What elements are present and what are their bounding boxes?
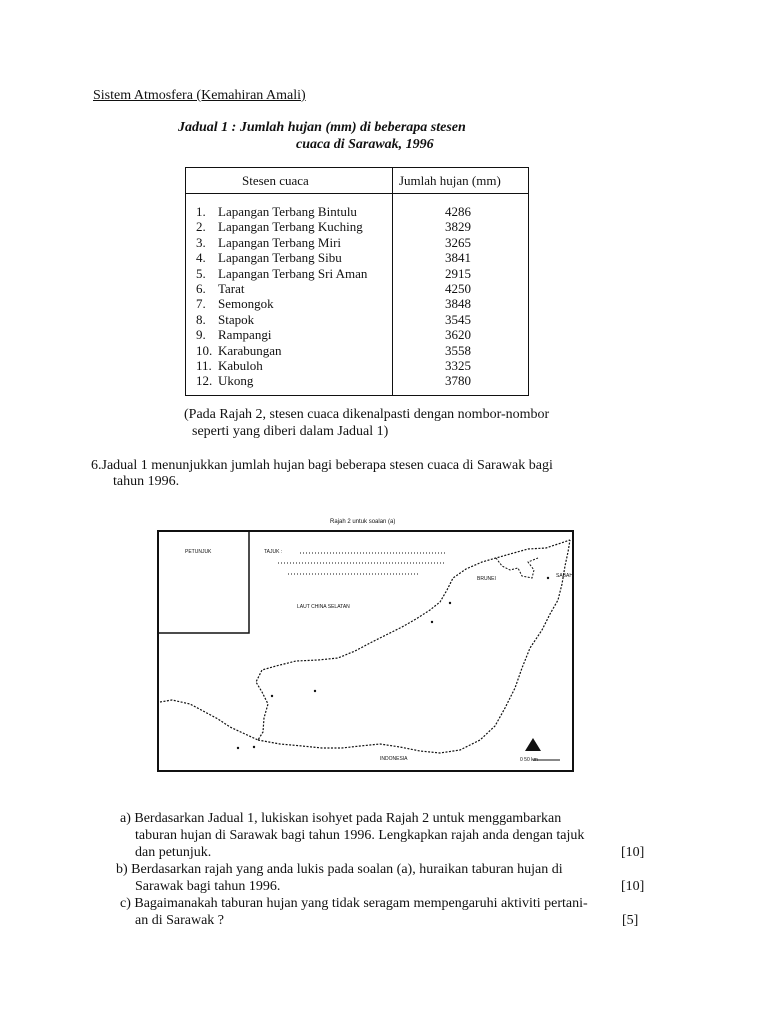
station-dot [271,695,273,697]
question-c-marks: [5] [622,913,639,928]
station-dot [449,602,451,604]
table-row [186,373,528,389]
station-name: Karabungan [218,342,282,358]
rainfall-value: 2915 [445,265,471,281]
question6-line2: tahun 1996. [113,474,180,489]
page-heading: Sistem Atmosfera (Kemahiran Amali) [93,88,306,103]
station-dot [314,690,316,692]
row-number: 8. [196,311,206,327]
rainfall-value: 3829 [445,219,471,235]
southern-border [258,540,570,753]
sabah-label: SABAH [556,573,573,579]
row-number: 9. [196,327,206,343]
row-number: 10. [196,342,213,358]
table-header-divider [186,193,528,194]
question-c-line1: c) Bagaimanakah taburan hujan yang tidak seragam mempengaruhi aktiviti pertani- [120,896,588,911]
table-row [186,358,528,374]
row-number: 5. [196,265,206,281]
row-number: 1. [196,204,206,219]
scale-label: 0 50 km [520,757,538,763]
row-number: 6. [196,281,206,296]
question-a-line1: a) Berdasarkan Jadual 1, lukiskan isohyet pada Rajah 2 untuk menggambarkan [120,811,562,826]
table-row [186,266,528,282]
station-name: Ukong [218,373,254,389]
note-line2: seperti yang diberi dalam Jadual 1) [192,424,389,439]
row-number: 11. [196,358,212,373]
question-b-marks: [10] [621,879,645,894]
table-row [186,281,528,297]
table-row [186,312,528,328]
rainfall-table [185,167,529,396]
table-row [186,204,528,220]
rainfall-value: 3841 [445,250,471,266]
question-a-line3: dan petunjuk. [135,845,212,860]
row-number: 7. [196,296,206,312]
row-number: 2. [196,219,206,235]
rainfall-value: 3545 [445,311,471,327]
station-name: Lapangan Terbang Bintulu [218,204,357,219]
rainfall-value: 3325 [445,358,471,373]
station-name: Tarat [218,281,245,296]
legend-box [158,531,249,633]
map-title-label: TAJUK : [264,549,283,555]
table-row [186,327,528,343]
question-a-marks: [10] [621,845,645,860]
map-frame [158,531,573,771]
station-name: Lapangan Terbang Kuching [218,219,363,235]
table-row [186,235,528,251]
station-name: Lapangan Terbang Sibu [218,250,342,266]
north-arrow-icon [525,738,541,751]
station-dot [431,621,433,623]
rainfall-value: 3620 [445,327,471,343]
question6-line1: 6.Jadual 1 menunjukkan jumlah hujan bagi beberapa stesen cuaca di Sarawak bagi [91,458,553,473]
table-caption-line2: cuaca di Sarawak, 1996 [296,137,434,152]
table-row [186,219,528,235]
coastline [160,540,570,740]
brunei-label: BRUNEI [477,576,496,582]
station-name: Semongok [218,296,274,312]
station-name: Kabuloh [218,358,263,373]
note-line1: (Pada Rajah 2, stesen cuaca dikenalpasti dengan nombor-nombor [184,407,550,422]
station-dot [237,747,239,749]
row-number: 12. [196,373,213,389]
legend-label: PETUNJUK [185,549,212,555]
indonesia-label: INDONESIA [380,756,408,762]
question-b-line2: Sarawak bagi tahun 1996. [135,879,281,894]
question-c-line2: an di Sarawak ? [135,913,225,928]
table-header-rainfall: Jumlah hujan (mm) [399,173,501,188]
brunei-border [496,558,538,578]
sea-label: LAUT CHINA SELATAN [297,604,350,610]
rainfall-value: 3265 [445,234,471,250]
table-row [186,250,528,266]
station-name: Lapangan Terbang Sri Aman [218,265,368,281]
station-name: Lapangan Terbang Miri [218,234,342,250]
rainfall-value: 4286 [445,204,471,219]
rainfall-value: 3780 [445,373,471,389]
question-b-line1: b) Berdasarkan rajah yang anda lukis pada soalan (a), huraikan taburan hujan di [116,862,563,877]
row-number: 3. [196,234,206,250]
row-number: 4. [196,250,206,266]
table-row [186,343,528,359]
station-dot [253,746,255,748]
table-header-station: Stesen cuaca [242,173,309,188]
table-row [186,296,528,312]
rainfall-value: 3558 [445,342,471,358]
station-name: Rampangi [218,327,272,343]
rainfall-value: 3848 [445,296,471,312]
station-dot [547,577,549,579]
sarawak-map [150,518,580,776]
rainfall-value: 4250 [445,281,471,296]
question-a-line2: taburan hujan di Sarawak bagi tahun 1996. Lengkapkan rajah anda dengan tajuk [135,828,585,843]
table-caption-line1: Jadual 1 : Jumlah hujan (mm) di beberapa stesen [178,120,466,135]
station-name: Stapok [218,311,255,327]
map-title: Rajah 2 untuk soalan (a) [330,519,396,525]
